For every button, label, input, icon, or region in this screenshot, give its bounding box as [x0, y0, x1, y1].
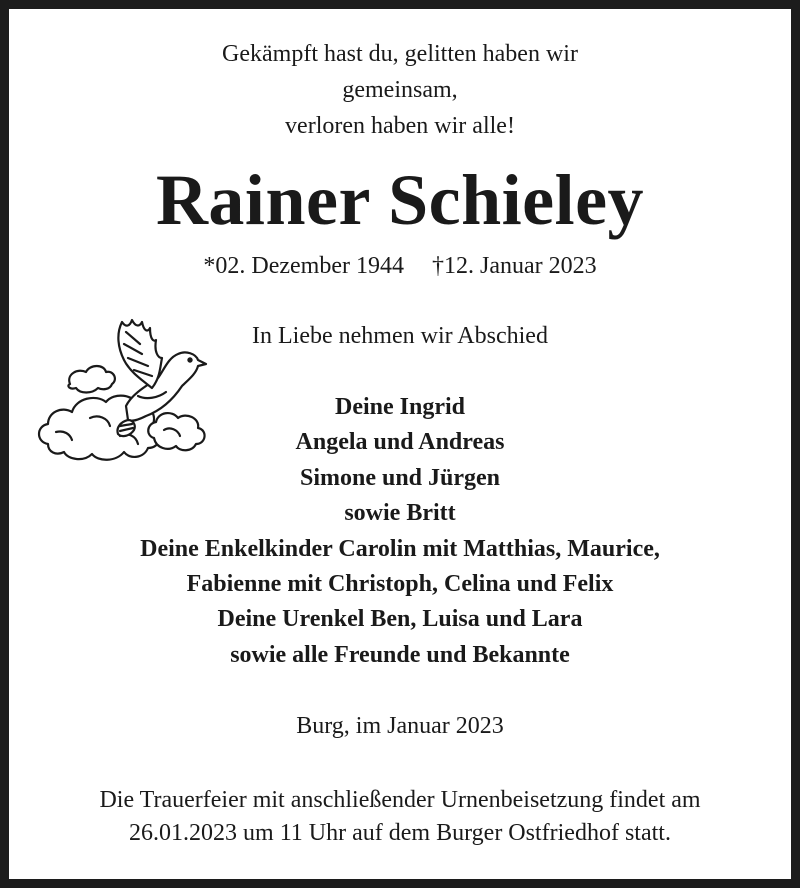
farewell-text: In Liebe nehmen wir Abschied — [252, 323, 548, 349]
ceremony-line-2: 26.01.2023 um 11 Uhr auf dem Burger Ostfriedhof statt. — [129, 820, 671, 846]
family-list — [0, 390, 800, 673]
place-date: Burg, im Januar 2023 — [296, 713, 504, 739]
verse — [0, 36, 800, 144]
verse-line-3: verloren haben wir alle! — [285, 113, 515, 139]
family-line: Deine Urenkel Ben, Luisa und Lara — [217, 606, 583, 633]
ceremony-line-1: Die Trauerfeier mit anschließender Urnenbeisetzung findet am — [99, 787, 701, 813]
life-dates — [0, 248, 800, 284]
verse-line-1: Gekämpft hast du, gelitten haben wir — [222, 41, 578, 67]
family-line: Deine Enkelkinder Carolin mit Matthias, Maurice, — [140, 535, 660, 562]
death-date: †12. Januar 2023 — [431, 253, 597, 279]
family-line: Deine Ingrid — [334, 394, 465, 420]
deceased-name: Rainer Schieley — [155, 160, 645, 240]
family-line: Fabienne mit Christoph, Celina und Felix — [186, 571, 614, 598]
family-line: sowie alle Freunde und Bekannte — [230, 641, 570, 668]
family-line: Simone und Jürgen — [299, 464, 501, 491]
verse-line-2: gemeinsam, — [342, 77, 458, 103]
ceremony-info — [0, 784, 800, 850]
family-line: Angela und Andreas — [295, 429, 505, 456]
birth-date: *02. Dezember 1944 — [203, 253, 404, 279]
family-line: sowie Britt — [344, 500, 456, 527]
